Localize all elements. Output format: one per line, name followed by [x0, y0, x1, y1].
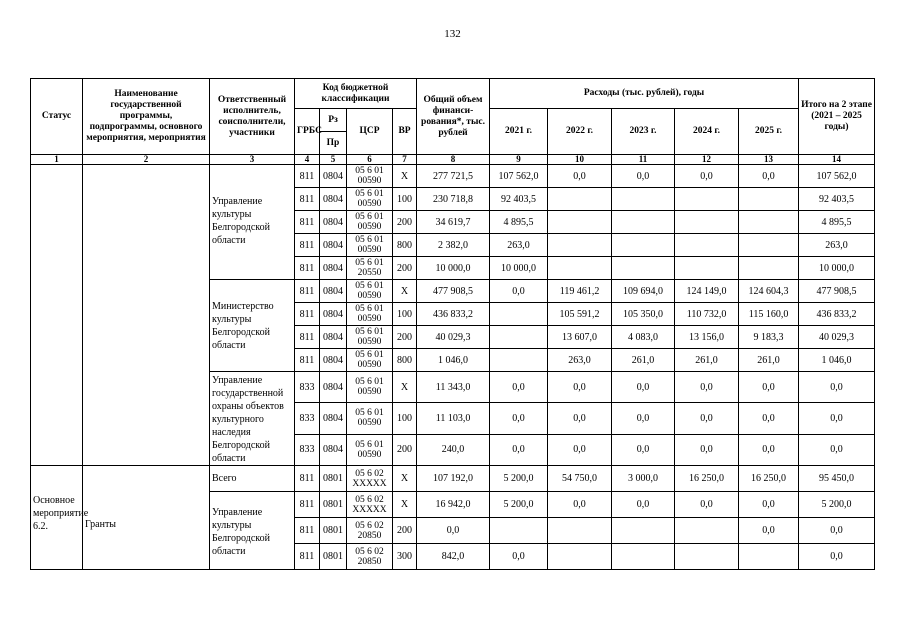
year-value-cell: 263,0: [490, 234, 548, 257]
year-value-cell: 16 250,0: [675, 466, 739, 492]
column-number: 12: [675, 155, 739, 165]
year-value-cell: 109 694,0: [612, 280, 675, 303]
itogo-cell: 92 403,5: [799, 188, 875, 211]
year-value-cell: 0,0: [612, 434, 675, 465]
csr-cell: 05 6 01 00590: [347, 326, 393, 349]
year-value-cell: [675, 257, 739, 280]
vr-cell: 100: [393, 303, 417, 326]
rzpr-cell: 0801: [320, 544, 347, 570]
year-value-cell: 13 156,0: [675, 326, 739, 349]
total-cell: 0,0: [417, 518, 490, 544]
year-value-cell: 0,0: [548, 434, 612, 465]
column-number: 13: [739, 155, 799, 165]
year-value-cell: [675, 234, 739, 257]
column-number: 3: [210, 155, 295, 165]
header-expenses: Расходы (тыс. рублей), годы: [490, 79, 799, 109]
itogo-cell: 1 046,0: [799, 349, 875, 372]
rzpr-cell: 0804: [320, 165, 347, 188]
year-value-cell: [490, 326, 548, 349]
year-value-cell: [612, 211, 675, 234]
year-value-cell: 10 000,0: [490, 257, 548, 280]
grbs-cell: 811: [295, 326, 320, 349]
itogo-cell: 107 562,0: [799, 165, 875, 188]
grbs-cell: 811: [295, 165, 320, 188]
vr-cell: X: [393, 372, 417, 403]
rzpr-cell: 0801: [320, 466, 347, 492]
status-cell: Основное мероприятие 6.2.: [31, 466, 83, 570]
year-value-cell: 0,0: [739, 372, 799, 403]
total-cell: 477 908,5: [417, 280, 490, 303]
year-value-cell: 5 200,0: [490, 492, 548, 518]
itogo-cell: 0,0: [799, 403, 875, 434]
total-cell: 34 619,7: [417, 211, 490, 234]
vr-cell: 100: [393, 188, 417, 211]
year-value-cell: 0,0: [675, 434, 739, 465]
column-number: 8: [417, 155, 490, 165]
column-numbers-row: [31, 155, 875, 165]
year-value-cell: 13 607,0: [548, 326, 612, 349]
year-value-cell: 0,0: [612, 372, 675, 403]
csr-cell: 05 6 01 20550: [347, 257, 393, 280]
csr-cell: 05 6 01 00590: [347, 234, 393, 257]
total-cell: 842,0: [417, 544, 490, 570]
year-value-cell: 124 149,0: [675, 280, 739, 303]
rzpr-cell: 0801: [320, 518, 347, 544]
year-value-cell: 0,0: [490, 280, 548, 303]
itogo-cell: 0,0: [799, 372, 875, 403]
itogo-cell: 95 450,0: [799, 466, 875, 492]
rzpr-cell: 0804: [320, 349, 347, 372]
year-value-cell: 0,0: [612, 492, 675, 518]
grbs-cell: 811: [295, 257, 320, 280]
header-year: 2025 г.: [739, 109, 799, 155]
csr-cell: 05 6 01 00590: [347, 211, 393, 234]
itogo-cell: 10 000,0: [799, 257, 875, 280]
total-cell: 1 046,0: [417, 349, 490, 372]
year-value-cell: [612, 518, 675, 544]
year-value-cell: 261,0: [675, 349, 739, 372]
vr-cell: 200: [393, 326, 417, 349]
grbs-cell: 833: [295, 403, 320, 434]
column-number: 14: [799, 155, 875, 165]
column-number: 11: [612, 155, 675, 165]
vr-cell: 200: [393, 434, 417, 465]
year-value-cell: [675, 211, 739, 234]
grbs-cell: 811: [295, 280, 320, 303]
header-year: 2023 г.: [612, 109, 675, 155]
executor-cell: Всего: [210, 466, 295, 492]
total-cell: 277 721,5: [417, 165, 490, 188]
total-cell: 107 192,0: [417, 466, 490, 492]
header-executor: Ответственный исполнитель, соисполнители, участники: [210, 79, 295, 155]
year-value-cell: 115 160,0: [739, 303, 799, 326]
executor-cell: Управление государственной охраны объектов культурного наследия Белгородской области: [210, 372, 295, 466]
grbs-cell: 811: [295, 234, 320, 257]
grbs-cell: 811: [295, 466, 320, 492]
grbs-cell: 833: [295, 372, 320, 403]
total-cell: 10 000,0: [417, 257, 490, 280]
rzpr-cell: 0804: [320, 326, 347, 349]
vr-cell: X: [393, 280, 417, 303]
year-value-cell: 92 403,5: [490, 188, 548, 211]
table-row: [31, 466, 875, 492]
grbs-cell: 811: [295, 544, 320, 570]
status-cell: [31, 165, 83, 466]
year-value-cell: [612, 234, 675, 257]
vr-cell: 200: [393, 518, 417, 544]
header-grbs: ГРБС: [295, 109, 320, 155]
year-value-cell: [739, 234, 799, 257]
year-value-cell: 0,0: [739, 403, 799, 434]
year-value-cell: [490, 518, 548, 544]
itogo-cell: 4 895,5: [799, 211, 875, 234]
header-rz: Рз: [320, 109, 347, 132]
year-value-cell: 0,0: [490, 403, 548, 434]
year-value-cell: 0,0: [612, 403, 675, 434]
grbs-cell: 811: [295, 188, 320, 211]
header-year: 2021 г.: [490, 109, 548, 155]
year-value-cell: 0,0: [739, 434, 799, 465]
grbs-cell: 811: [295, 211, 320, 234]
year-value-cell: 263,0: [548, 349, 612, 372]
year-value-cell: 16 250,0: [739, 466, 799, 492]
year-value-cell: [612, 544, 675, 570]
rzpr-cell: 0804: [320, 280, 347, 303]
year-value-cell: 105 350,0: [612, 303, 675, 326]
year-value-cell: 0,0: [612, 165, 675, 188]
page-number: 132: [444, 28, 461, 40]
year-value-cell: 261,0: [612, 349, 675, 372]
year-value-cell: [548, 234, 612, 257]
total-cell: 230 718,8: [417, 188, 490, 211]
grbs-cell: 811: [295, 492, 320, 518]
total-cell: 436 833,2: [417, 303, 490, 326]
year-value-cell: 0,0: [548, 372, 612, 403]
csr-cell: 05 6 01 00590: [347, 434, 393, 465]
year-value-cell: 0,0: [548, 403, 612, 434]
year-value-cell: [675, 544, 739, 570]
column-number: 6: [347, 155, 393, 165]
year-value-cell: [675, 518, 739, 544]
total-cell: 2 382,0: [417, 234, 490, 257]
year-value-cell: 0,0: [675, 165, 739, 188]
year-value-cell: [675, 188, 739, 211]
header-pr: Пр: [320, 132, 347, 155]
year-value-cell: [612, 188, 675, 211]
year-value-cell: 0,0: [490, 372, 548, 403]
csr-cell: 05 6 01 00590: [347, 165, 393, 188]
executor-cell: Управление культуры Белгородской области: [210, 165, 295, 280]
year-value-cell: 4 083,0: [612, 326, 675, 349]
rzpr-cell: 0804: [320, 303, 347, 326]
year-value-cell: [739, 257, 799, 280]
header-itogo: Итого на 2 этапе (2021 – 2025 годы): [799, 79, 875, 155]
rzpr-cell: 0804: [320, 234, 347, 257]
budget-table: [30, 78, 875, 570]
itogo-cell: 436 833,2: [799, 303, 875, 326]
grbs-cell: 811: [295, 349, 320, 372]
year-value-cell: 0,0: [739, 165, 799, 188]
rzpr-cell: 0804: [320, 211, 347, 234]
rzpr-cell: 0804: [320, 372, 347, 403]
csr-cell: 05 6 02 XXXXX: [347, 466, 393, 492]
year-value-cell: 110 732,0: [675, 303, 739, 326]
vr-cell: 100: [393, 403, 417, 434]
vr-cell: 200: [393, 257, 417, 280]
year-value-cell: [739, 188, 799, 211]
vr-cell: X: [393, 492, 417, 518]
year-value-cell: 119 461,2: [548, 280, 612, 303]
year-value-cell: 124 604,3: [739, 280, 799, 303]
csr-cell: 05 6 02 XXXXX: [347, 492, 393, 518]
rzpr-cell: 0804: [320, 434, 347, 465]
csr-cell: 05 6 01 00590: [347, 188, 393, 211]
rzpr-cell: 0804: [320, 188, 347, 211]
itogo-cell: 263,0: [799, 234, 875, 257]
itogo-cell: 5 200,0: [799, 492, 875, 518]
csr-cell: 05 6 01 00590: [347, 372, 393, 403]
column-number: 5: [320, 155, 347, 165]
vr-cell: 800: [393, 349, 417, 372]
header-csr: ЦСР: [347, 109, 393, 155]
year-value-cell: 9 183,3: [739, 326, 799, 349]
vr-cell: 200: [393, 211, 417, 234]
year-value-cell: 107 562,0: [490, 165, 548, 188]
header-total: Общий объем финанси-рования*, тыс. рублей: [417, 79, 490, 155]
itogo-cell: 477 908,5: [799, 280, 875, 303]
csr-cell: 05 6 02 20850: [347, 544, 393, 570]
year-value-cell: 0,0: [739, 518, 799, 544]
vr-cell: 300: [393, 544, 417, 570]
column-number: 2: [83, 155, 210, 165]
itogo-cell: 0,0: [799, 434, 875, 465]
year-value-cell: 0,0: [548, 492, 612, 518]
year-value-cell: 5 200,0: [490, 466, 548, 492]
year-value-cell: 3 000,0: [612, 466, 675, 492]
rzpr-cell: 0804: [320, 403, 347, 434]
grbs-cell: 811: [295, 303, 320, 326]
column-number: 9: [490, 155, 548, 165]
grbs-cell: 811: [295, 518, 320, 544]
year-value-cell: 0,0: [490, 544, 548, 570]
column-number: 1: [31, 155, 83, 165]
year-value-cell: [548, 518, 612, 544]
csr-cell: 05 6 01 00590: [347, 280, 393, 303]
itogo-cell: 0,0: [799, 544, 875, 570]
year-value-cell: [739, 211, 799, 234]
year-value-cell: 0,0: [675, 403, 739, 434]
csr-cell: 05 6 02 20850: [347, 518, 393, 544]
year-value-cell: 105 591,2: [548, 303, 612, 326]
year-value-cell: 0,0: [675, 492, 739, 518]
header-name: Наименование государственной программы, подпрограммы, основного мероприятия, мероприятия: [83, 79, 210, 155]
year-value-cell: [612, 257, 675, 280]
grbs-cell: 833: [295, 434, 320, 465]
year-value-cell: [739, 544, 799, 570]
csr-cell: 05 6 01 00590: [347, 303, 393, 326]
column-number: 4: [295, 155, 320, 165]
csr-cell: 05 6 01 00590: [347, 403, 393, 434]
executor-cell: Управление культуры Белгородской области: [210, 492, 295, 570]
csr-cell: 05 6 01 00590: [347, 349, 393, 372]
vr-cell: 800: [393, 234, 417, 257]
rzpr-cell: 0804: [320, 257, 347, 280]
year-value-cell: 261,0: [739, 349, 799, 372]
year-value-cell: [548, 211, 612, 234]
year-value-cell: [548, 544, 612, 570]
header-year: 2022 г.: [548, 109, 612, 155]
total-cell: 11 343,0: [417, 372, 490, 403]
year-value-cell: 0,0: [548, 165, 612, 188]
executor-cell: Министерство культуры Белгородской области: [210, 280, 295, 372]
year-value-cell: 0,0: [675, 372, 739, 403]
year-value-cell: [490, 349, 548, 372]
total-cell: 16 942,0: [417, 492, 490, 518]
year-value-cell: [548, 257, 612, 280]
header-year: 2024 г.: [675, 109, 739, 155]
rzpr-cell: 0801: [320, 492, 347, 518]
total-cell: 40 029,3: [417, 326, 490, 349]
vr-cell: X: [393, 165, 417, 188]
column-number: 7: [393, 155, 417, 165]
year-value-cell: 54 750,0: [548, 466, 612, 492]
year-value-cell: 0,0: [490, 434, 548, 465]
year-value-cell: [548, 188, 612, 211]
total-cell: 11 103,0: [417, 403, 490, 434]
header-status: Статус: [31, 79, 83, 155]
year-value-cell: [490, 303, 548, 326]
name-cell: Гранты: [83, 466, 210, 570]
year-value-cell: 0,0: [739, 492, 799, 518]
header-vr: ВР: [393, 109, 417, 155]
name-cell: [83, 165, 210, 466]
column-number: 10: [548, 155, 612, 165]
header-budget-code: Код бюджетной классификации: [295, 79, 417, 109]
total-cell: 240,0: [417, 434, 490, 465]
itogo-cell: 0,0: [799, 518, 875, 544]
table-row: [31, 165, 875, 188]
itogo-cell: 40 029,3: [799, 326, 875, 349]
year-value-cell: 4 895,5: [490, 211, 548, 234]
vr-cell: X: [393, 466, 417, 492]
